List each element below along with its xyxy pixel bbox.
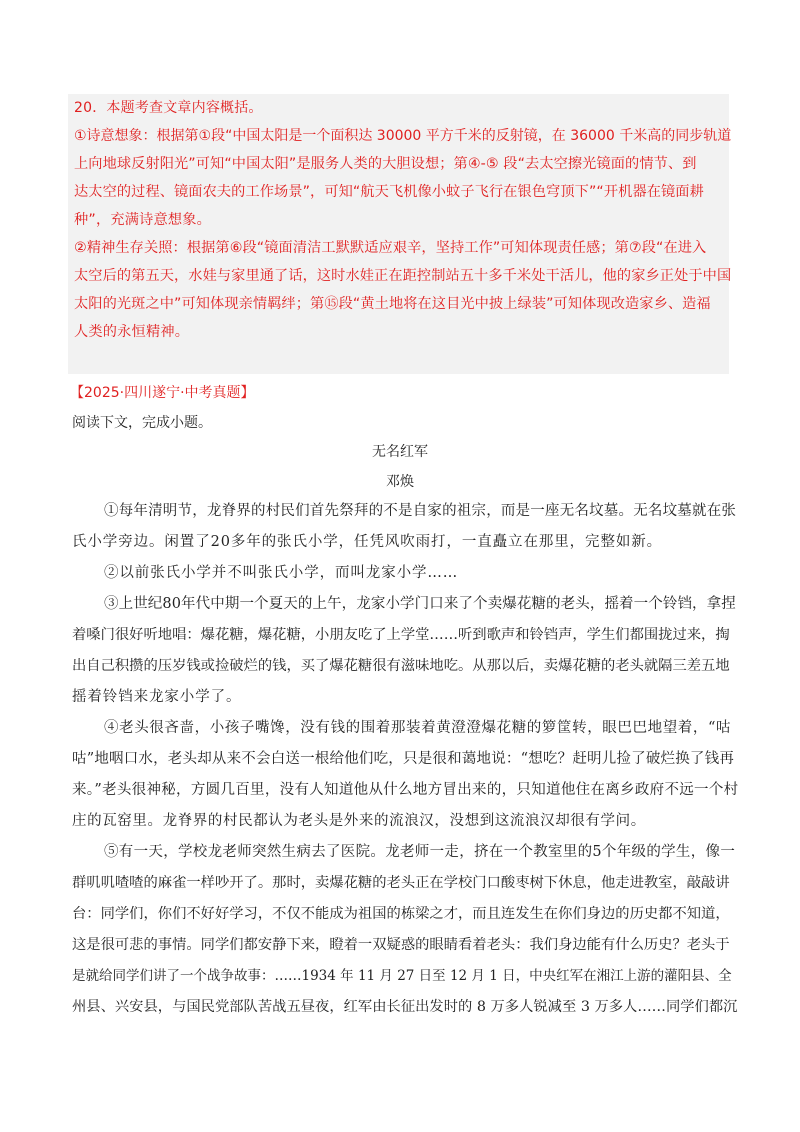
article-line: 州县、兴安县，与国民党部队苦战五昼夜，红军由长征出发时的 8 万多人锐减至 3 万多人……同学们都沉 (72, 999, 738, 1015)
article-line: 着嗓门很好听地唱：爆花糖，爆花糖，小朋友吃了上学堂……听到歌声和铃铛声，学生们都围拢过来，掏 (72, 627, 730, 643)
instruction-text: 阅读下文，完成小题。 (72, 415, 212, 431)
article-line: 群叽叽喳喳的麻雀一样吵开了。那时，卖爆花糖的老头正在学校门口酸枣树下休息，他走进教室，敲敲讲 (72, 875, 730, 891)
article-line: 这是很可悲的事情。同学们都安静下来，瞪着一双疑惑的眼睛看着老头：我们身边能有什么历史？老头于 (72, 937, 730, 953)
answer-line: 太阳的光斑之中”可知体现亲情羁绊；第⑮段“黄土地将在这目光中披上绿装”可知体现改造家乡、造福 (74, 296, 711, 312)
answer-line: 上向地球反射阳光”可知“中国太阳”是服务人类的大胆设想；第④-⑤ 段“去太空擦光镜面的情节、到 (74, 156, 697, 172)
answer-line: ①诗意想象：根据第①段“中国太阳是一个面积达 30000 平方千米的反射镜，在 36000 千米高的同步轨道 (74, 128, 732, 144)
article-author: 邓焕 (386, 474, 414, 490)
answer-line: 太空后的第五天，水娃与家里通了话，这时水娃正在距控制站五十多千米处干活儿，他的家乡正处于中国 (74, 268, 732, 284)
answer-line: 达太空的过程、镜面农夫的工作场景”，可知“航天飞机像小蚊子飞行在银色穹顶下”“开机器在镜面耕 (74, 184, 704, 200)
article-title: 无名红军 (372, 444, 428, 460)
article-line: ②以前张氏小学并不叫张氏小学，而叫龙家小学…… (104, 565, 459, 581)
article-line: 台：同学们，你们不好好学习，不仅不能成为祖国的栋梁之才，而且连发生在你们身边的历史都不知道， (72, 906, 730, 922)
source-tag: 【2025·四川遂宁·中考真题】 (70, 385, 255, 401)
answer-line: 种”，充满诗意想象。 (74, 212, 212, 228)
article-line: ⑤有一天，学校龙老师突然生病去了医院。龙老师一走，挤在一个教室里的5个年级的学生，像一 (104, 844, 736, 860)
article-line: 摇着铃铛来龙家小学了。 (72, 689, 242, 705)
article-line: 出自己积攒的压岁钱或捡破烂的钱，买了爆花糖很有滋味地吃。从那以后，卖爆花糖的老头就隔三差五地 (72, 658, 730, 674)
answer-heading: 20．本题考查文章内容概括。 (74, 100, 263, 116)
article-line: 氏小学旁边。闲置了20多年的张氏小学，任凭风吹雨打，一直矗立在那里，完整如新。 (72, 534, 663, 550)
article-line: ①每年清明节，龙脊界的村民们首先祭拜的不是自家的祖宗，而是一座无名坟墓。无名坟墓就在张 (104, 503, 737, 519)
article-line: ④老头很吝啬，小孩子嘴馋，没有钱的围着那装着黄澄澄爆花糖的箩筐转，眼巴巴地望着，“咕 (104, 720, 732, 736)
article-line: ③上世纪80年代中期一个夏天的上午，龙家小学门口来了个卖爆花糖的老头，摇着一个铃铛，拿捏 (104, 596, 736, 612)
answer-line: ②精神生存关照：根据第⑥段“镜面清洁工默默适应艰辛，坚持工作”可知体现责任感；第⑦段“在进入 (74, 240, 707, 256)
article-line: 来。”老头很神秘，方圆几百里，没有人知道他从什么地方冒出来的，只知道他住在离乡政府不远一个村 (72, 782, 739, 798)
article-line: 庄的瓦窑里。龙脊界的村民都认为老头是外来的流浪汉，没想到这流浪汉却很有学问。 (72, 813, 646, 829)
answer-line: 人类的永恒精神。 (74, 324, 190, 340)
article-line: 咕”地咽口水，老头却从来不会白送一根给他们吃，只是很和蔼地说：“想吃？赶明儿捡了破烂换了钱再 (72, 751, 735, 767)
article-line: 是就给同学们讲了一个战争故事：……1934 年 11 月 27 日至 12 月 1 日，中央红军在湘江上游的灌阳县、全 (72, 968, 732, 984)
